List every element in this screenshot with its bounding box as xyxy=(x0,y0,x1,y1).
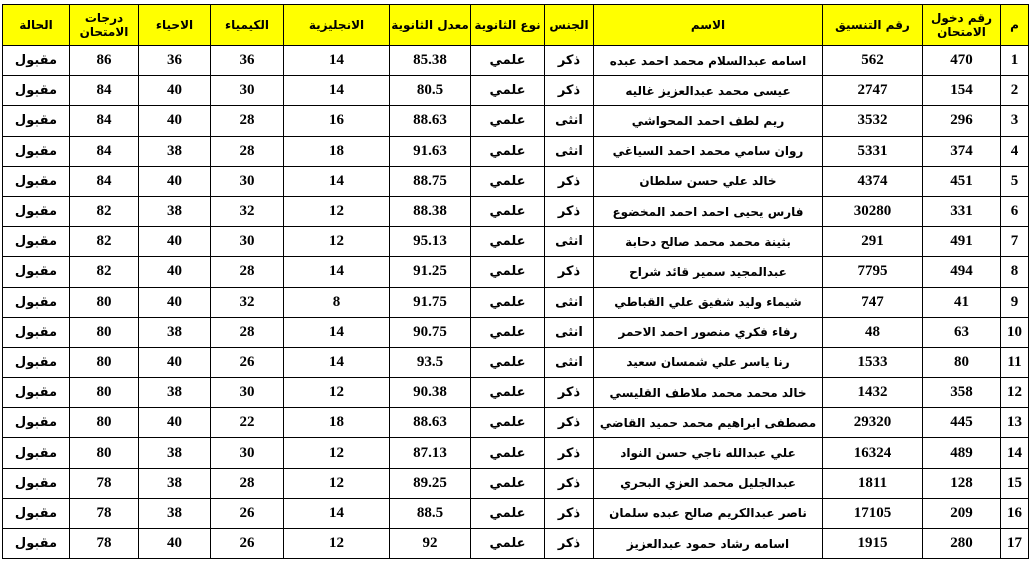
table-row xyxy=(3,498,1029,528)
col-header-biology: الاحياء xyxy=(139,5,211,46)
cell-chemistry: 28 xyxy=(211,106,284,136)
cell-exam-no: 63 xyxy=(923,317,1001,347)
cell-exam-score: 82 xyxy=(70,257,139,287)
cell-exam-score: 82 xyxy=(70,227,139,257)
cell-hs-avg: 88.75 xyxy=(390,166,471,196)
cell-exam-no: 358 xyxy=(923,378,1001,408)
cell-coord-no: 3532 xyxy=(823,106,923,136)
cell-school-type: علمي xyxy=(471,76,545,106)
cell-exam-score: 84 xyxy=(70,76,139,106)
cell-exam-score: 78 xyxy=(70,529,139,559)
cell-exam-no: 491 xyxy=(923,227,1001,257)
cell-biology: 40 xyxy=(139,106,211,136)
table-row xyxy=(3,317,1029,347)
cell-num: 17 xyxy=(1001,529,1029,559)
cell-school-type: علمي xyxy=(471,378,545,408)
cell-hs-avg: 90.38 xyxy=(390,378,471,408)
cell-status: مقبول xyxy=(3,227,70,257)
cell-exam-score: 80 xyxy=(70,347,139,377)
cell-biology: 40 xyxy=(139,408,211,438)
cell-biology: 40 xyxy=(139,76,211,106)
cell-gender: ذكر xyxy=(545,196,594,226)
cell-biology: 38 xyxy=(139,498,211,528)
cell-chemistry: 36 xyxy=(211,46,284,76)
cell-name: مصطفى ابراهيم محمد حميد القاضي xyxy=(594,408,823,438)
cell-coord-no: 562 xyxy=(823,46,923,76)
cell-num: 3 xyxy=(1001,106,1029,136)
cell-english: 14 xyxy=(284,46,390,76)
cell-gender: ذكر xyxy=(545,498,594,528)
table-row xyxy=(3,468,1029,498)
cell-biology: 38 xyxy=(139,378,211,408)
cell-hs-avg: 90.75 xyxy=(390,317,471,347)
cell-exam-no: 374 xyxy=(923,136,1001,166)
cell-name: اسامه رشاد حمود عبدالعزيز xyxy=(594,529,823,559)
cell-gender: ذكر xyxy=(545,438,594,468)
cell-gender: انثى xyxy=(545,347,594,377)
cell-coord-no: 48 xyxy=(823,317,923,347)
cell-exam-score: 82 xyxy=(70,196,139,226)
cell-gender: ذكر xyxy=(545,468,594,498)
cell-num: 5 xyxy=(1001,166,1029,196)
cell-exam-score: 80 xyxy=(70,408,139,438)
cell-num: 2 xyxy=(1001,76,1029,106)
cell-name: عبدالمجيد سمير قائد شراح xyxy=(594,257,823,287)
cell-status: مقبول xyxy=(3,257,70,287)
cell-exam-score: 78 xyxy=(70,468,139,498)
cell-hs-avg: 91.25 xyxy=(390,257,471,287)
cell-chemistry: 30 xyxy=(211,76,284,106)
cell-num: 13 xyxy=(1001,408,1029,438)
cell-status: مقبول xyxy=(3,378,70,408)
cell-coord-no: 7795 xyxy=(823,257,923,287)
table-row xyxy=(3,46,1029,76)
cell-school-type: علمي xyxy=(471,438,545,468)
cell-chemistry: 30 xyxy=(211,166,284,196)
col-header-hs-avg: معدل الثانوية xyxy=(390,5,471,46)
cell-school-type: علمي xyxy=(471,196,545,226)
cell-coord-no: 1915 xyxy=(823,529,923,559)
cell-status: مقبول xyxy=(3,46,70,76)
cell-status: مقبول xyxy=(3,76,70,106)
cell-num: 16 xyxy=(1001,498,1029,528)
cell-exam-score: 80 xyxy=(70,317,139,347)
cell-gender: انثى xyxy=(545,287,594,317)
cell-biology: 38 xyxy=(139,317,211,347)
cell-name: روان سامي محمد احمد السياغي xyxy=(594,136,823,166)
table-row xyxy=(3,166,1029,196)
cell-english: 12 xyxy=(284,378,390,408)
cell-coord-no: 1811 xyxy=(823,468,923,498)
cell-biology: 40 xyxy=(139,227,211,257)
cell-name: خالد علي حسن سلطان xyxy=(594,166,823,196)
cell-exam-no: 331 xyxy=(923,196,1001,226)
cell-coord-no: 1432 xyxy=(823,378,923,408)
cell-school-type: علمي xyxy=(471,46,545,76)
cell-chemistry: 28 xyxy=(211,468,284,498)
cell-chemistry: 30 xyxy=(211,378,284,408)
col-header-school-type: نوع الثانوية xyxy=(471,5,545,46)
cell-hs-avg: 88.63 xyxy=(390,106,471,136)
cell-biology: 36 xyxy=(139,46,211,76)
cell-name: بثينة محمد محمد صالح دحابة xyxy=(594,227,823,257)
cell-english: 12 xyxy=(284,227,390,257)
cell-coord-no: 1533 xyxy=(823,347,923,377)
cell-coord-no: 29320 xyxy=(823,408,923,438)
cell-gender: ذكر xyxy=(545,166,594,196)
cell-coord-no: 4374 xyxy=(823,166,923,196)
cell-english: 12 xyxy=(284,529,390,559)
cell-status: مقبول xyxy=(3,438,70,468)
cell-exam-no: 296 xyxy=(923,106,1001,136)
cell-chemistry: 28 xyxy=(211,136,284,166)
cell-num: 9 xyxy=(1001,287,1029,317)
cell-status: مقبول xyxy=(3,529,70,559)
table-row xyxy=(3,196,1029,226)
table-row xyxy=(3,438,1029,468)
cell-chemistry: 28 xyxy=(211,257,284,287)
col-header-english: الانجليزية xyxy=(284,5,390,46)
cell-exam-score: 84 xyxy=(70,106,139,136)
cell-exam-no: 470 xyxy=(923,46,1001,76)
cell-chemistry: 26 xyxy=(211,498,284,528)
cell-num: 11 xyxy=(1001,347,1029,377)
cell-hs-avg: 91.63 xyxy=(390,136,471,166)
cell-chemistry: 26 xyxy=(211,529,284,559)
table-row xyxy=(3,529,1029,559)
cell-name: شيماء وليد شفيق علي القباطي xyxy=(594,287,823,317)
cell-exam-no: 128 xyxy=(923,468,1001,498)
table-row xyxy=(3,378,1029,408)
cell-english: 12 xyxy=(284,196,390,226)
cell-coord-no: 291 xyxy=(823,227,923,257)
cell-status: مقبول xyxy=(3,166,70,196)
cell-hs-avg: 85.38 xyxy=(390,46,471,76)
cell-gender: انثى xyxy=(545,227,594,257)
cell-chemistry: 32 xyxy=(211,287,284,317)
cell-coord-no: 16324 xyxy=(823,438,923,468)
cell-coord-no: 17105 xyxy=(823,498,923,528)
cell-status: مقبول xyxy=(3,136,70,166)
cell-chemistry: 26 xyxy=(211,347,284,377)
cell-chemistry: 30 xyxy=(211,438,284,468)
cell-exam-score: 80 xyxy=(70,438,139,468)
cell-name: فارس يحيى احمد احمد المخضوع xyxy=(594,196,823,226)
cell-biology: 38 xyxy=(139,468,211,498)
cell-exam-score: 86 xyxy=(70,46,139,76)
cell-english: 14 xyxy=(284,498,390,528)
cell-english: 12 xyxy=(284,468,390,498)
cell-chemistry: 22 xyxy=(211,408,284,438)
col-header-status: الحالة xyxy=(3,5,70,46)
col-header-coord-no: رقم التنسيق xyxy=(823,5,923,46)
admission-results-table xyxy=(2,4,1029,559)
cell-school-type: علمي xyxy=(471,257,545,287)
cell-status: مقبول xyxy=(3,408,70,438)
cell-num: 12 xyxy=(1001,378,1029,408)
cell-status: مقبول xyxy=(3,196,70,226)
cell-chemistry: 28 xyxy=(211,317,284,347)
cell-num: 15 xyxy=(1001,468,1029,498)
cell-english: 14 xyxy=(284,347,390,377)
cell-hs-avg: 93.5 xyxy=(390,347,471,377)
cell-name: عيسى محمد عبدالعزيز غاليه xyxy=(594,76,823,106)
cell-biology: 38 xyxy=(139,136,211,166)
table-row xyxy=(3,76,1029,106)
cell-num: 6 xyxy=(1001,196,1029,226)
cell-school-type: علمي xyxy=(471,136,545,166)
cell-exam-no: 41 xyxy=(923,287,1001,317)
cell-school-type: علمي xyxy=(471,227,545,257)
cell-exam-no: 445 xyxy=(923,408,1001,438)
cell-coord-no: 747 xyxy=(823,287,923,317)
cell-name: اسامه عبدالسلام محمد احمد عبده xyxy=(594,46,823,76)
cell-english: 8 xyxy=(284,287,390,317)
table-row xyxy=(3,408,1029,438)
cell-name: علي عبدالله ناجي حسن النواد xyxy=(594,438,823,468)
cell-chemistry: 32 xyxy=(211,196,284,226)
cell-biology: 40 xyxy=(139,257,211,287)
cell-english: 18 xyxy=(284,136,390,166)
cell-exam-score: 78 xyxy=(70,498,139,528)
cell-school-type: علمي xyxy=(471,529,545,559)
cell-hs-avg: 88.38 xyxy=(390,196,471,226)
cell-status: مقبول xyxy=(3,498,70,528)
cell-name: عبدالجليل محمد العزي البحري xyxy=(594,468,823,498)
cell-coord-no: 30280 xyxy=(823,196,923,226)
cell-status: مقبول xyxy=(3,106,70,136)
cell-english: 14 xyxy=(284,257,390,287)
cell-num: 14 xyxy=(1001,438,1029,468)
cell-chemistry: 30 xyxy=(211,227,284,257)
cell-exam-no: 154 xyxy=(923,76,1001,106)
cell-biology: 40 xyxy=(139,347,211,377)
cell-gender: ذكر xyxy=(545,257,594,287)
cell-hs-avg: 88.5 xyxy=(390,498,471,528)
cell-num: 10 xyxy=(1001,317,1029,347)
cell-gender: ذكر xyxy=(545,378,594,408)
cell-exam-score: 84 xyxy=(70,166,139,196)
cell-school-type: علمي xyxy=(471,408,545,438)
cell-school-type: علمي xyxy=(471,106,545,136)
cell-biology: 40 xyxy=(139,287,211,317)
cell-hs-avg: 87.13 xyxy=(390,438,471,468)
col-header-num: م xyxy=(1001,5,1029,46)
cell-gender: انثى xyxy=(545,136,594,166)
cell-gender: ذكر xyxy=(545,529,594,559)
cell-num: 4 xyxy=(1001,136,1029,166)
cell-hs-avg: 80.5 xyxy=(390,76,471,106)
cell-num: 8 xyxy=(1001,257,1029,287)
cell-exam-no: 494 xyxy=(923,257,1001,287)
col-header-exam-no: رقم دخول الامتحان xyxy=(923,5,1001,46)
cell-english: 14 xyxy=(284,76,390,106)
cell-status: مقبول xyxy=(3,287,70,317)
table-row xyxy=(3,257,1029,287)
cell-name: ريم لطف احمد المحواشي xyxy=(594,106,823,136)
cell-exam-no: 280 xyxy=(923,529,1001,559)
col-header-gender: الجنس xyxy=(545,5,594,46)
cell-gender: ذكر xyxy=(545,408,594,438)
cell-name: رنا ياسر علي شمسان سعيد xyxy=(594,347,823,377)
cell-hs-avg: 92 xyxy=(390,529,471,559)
cell-biology: 40 xyxy=(139,529,211,559)
header-row xyxy=(3,5,1029,46)
cell-hs-avg: 88.63 xyxy=(390,408,471,438)
cell-status: مقبول xyxy=(3,317,70,347)
cell-exam-score: 80 xyxy=(70,378,139,408)
cell-exam-score: 80 xyxy=(70,287,139,317)
cell-exam-no: 489 xyxy=(923,438,1001,468)
cell-hs-avg: 89.25 xyxy=(390,468,471,498)
cell-english: 12 xyxy=(284,438,390,468)
cell-exam-no: 451 xyxy=(923,166,1001,196)
table-row xyxy=(3,136,1029,166)
table-body xyxy=(3,46,1029,559)
cell-english: 14 xyxy=(284,166,390,196)
cell-hs-avg: 91.75 xyxy=(390,287,471,317)
cell-status: مقبول xyxy=(3,468,70,498)
cell-biology: 40 xyxy=(139,166,211,196)
col-header-chemistry: الكيمياء xyxy=(211,5,284,46)
cell-gender: ذكر xyxy=(545,46,594,76)
cell-name: خالد محمد محمد ملاطف القليسي xyxy=(594,378,823,408)
cell-gender: ذكر xyxy=(545,76,594,106)
cell-num: 7 xyxy=(1001,227,1029,257)
cell-school-type: علمي xyxy=(471,347,545,377)
table-row xyxy=(3,287,1029,317)
table-row xyxy=(3,347,1029,377)
table-row xyxy=(3,106,1029,136)
cell-gender: انثى xyxy=(545,106,594,136)
cell-exam-score: 84 xyxy=(70,136,139,166)
cell-english: 16 xyxy=(284,106,390,136)
cell-exam-no: 80 xyxy=(923,347,1001,377)
cell-num: 1 xyxy=(1001,46,1029,76)
cell-status: مقبول xyxy=(3,347,70,377)
cell-school-type: علمي xyxy=(471,287,545,317)
cell-exam-no: 209 xyxy=(923,498,1001,528)
col-header-name: الاسم xyxy=(594,5,823,46)
cell-school-type: علمي xyxy=(471,498,545,528)
cell-coord-no: 5331 xyxy=(823,136,923,166)
cell-school-type: علمي xyxy=(471,317,545,347)
cell-coord-no: 2747 xyxy=(823,76,923,106)
cell-english: 18 xyxy=(284,408,390,438)
cell-english: 14 xyxy=(284,317,390,347)
cell-gender: انثى xyxy=(545,317,594,347)
cell-name: رفاء فكري منصور احمد الاحمر xyxy=(594,317,823,347)
cell-biology: 38 xyxy=(139,438,211,468)
cell-school-type: علمي xyxy=(471,468,545,498)
cell-biology: 38 xyxy=(139,196,211,226)
cell-school-type: علمي xyxy=(471,166,545,196)
col-header-exam-score: درجات الامتحان xyxy=(70,5,139,46)
table-row xyxy=(3,227,1029,257)
cell-name: ناصر عبدالكريم صالح عبده سلمان xyxy=(594,498,823,528)
cell-hs-avg: 95.13 xyxy=(390,227,471,257)
